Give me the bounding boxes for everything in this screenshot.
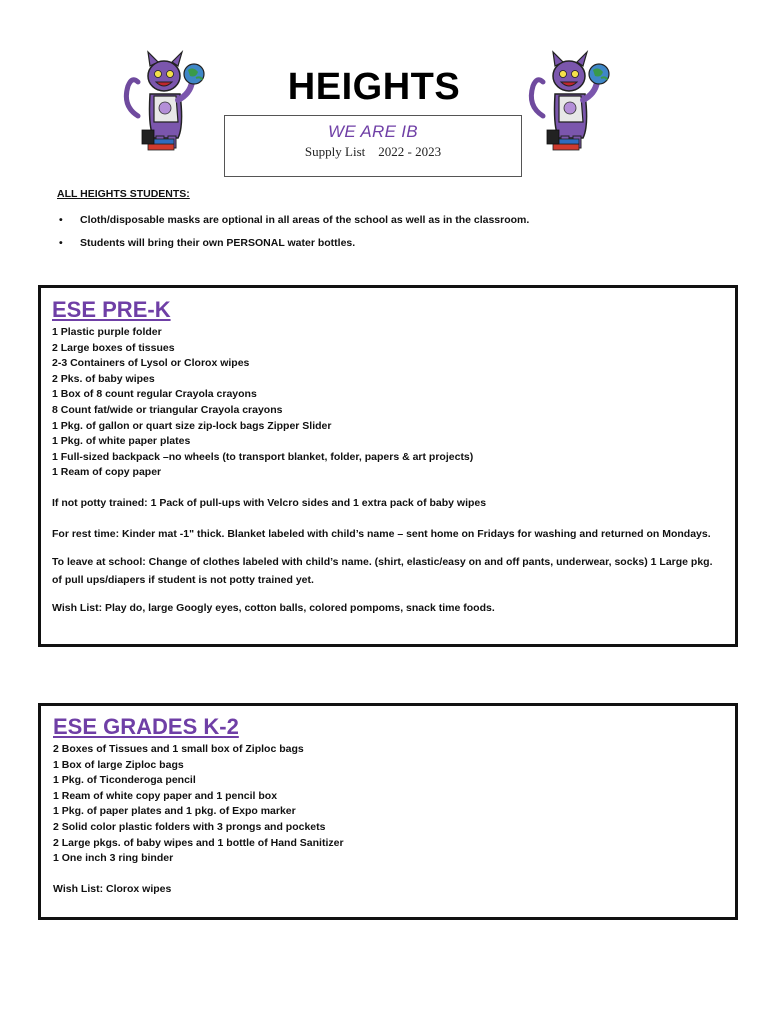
list-item: 1 Pkg. of gallon or quart size zip-lock bags Zipper Slider xyxy=(52,419,332,432)
section-ese-k2 xyxy=(38,703,738,920)
list-item: 2 Large pkgs. of baby wipes and 1 bottle of Hand Sanitizer xyxy=(53,836,344,849)
panther-mascot-left-image xyxy=(118,46,218,154)
general-bullet-list xyxy=(57,214,737,249)
list-item: 1 Box of large Ziploc bags xyxy=(53,758,184,771)
list-item xyxy=(57,237,737,249)
general-heading: ALL HEIGHTS STUDENTS: xyxy=(57,188,190,200)
prek-supply-list xyxy=(52,325,725,481)
bullet-icon: • xyxy=(59,214,63,226)
leave-at-school-note: To leave at school: Change of clothes labeled with child’s name. (shirt, elastic/easy on and off pants, underwear, socks) 1 Large pkg. of pull ups/diapers if student is not potty trained yet. xyxy=(52,555,713,586)
list-item: 1 Pkg. of white paper plates xyxy=(52,435,191,448)
bullet-text: Cloth/disposable masks are optional in all areas of the school as well as in the classroom. xyxy=(80,214,530,226)
list-item: 2 Boxes of Tissues and 1 small box of Ziploc bags xyxy=(53,743,304,755)
general-instructions xyxy=(57,188,737,260)
page-title: HEIGHTS xyxy=(287,66,461,108)
list-item: 1 Pkg. of Ticonderoga pencil xyxy=(53,774,196,787)
wish-list-k2: Wish List: Clorox wipes xyxy=(53,882,172,895)
list-item: 1 Full-sized backpack –no wheels (to transport blanket, folder, papers & art projects) xyxy=(52,450,474,463)
school-motto: WE ARE IB xyxy=(328,122,418,141)
section-ese-prek xyxy=(38,285,738,647)
list-item: 2-3 Containers of Lysol or Clorox wipes xyxy=(52,357,250,370)
list-item: 1 Ream of white copy paper and 1 pencil box xyxy=(53,789,278,802)
wish-list-prek: Wish List: Play do, large Googly eyes, cotton balls, colored pompoms, snack time foods. xyxy=(52,601,495,614)
list-item: 2 Large boxes of tissues xyxy=(52,341,175,354)
section-title-prek: ESE PRE-K xyxy=(52,297,171,322)
list-item xyxy=(57,214,737,226)
list-item: 1 Box of 8 count regular Crayola crayons xyxy=(52,388,257,401)
supply-list-year: Supply List 2022 - 2023 xyxy=(304,144,442,159)
list-item: 1 Pkg. of paper plates and 1 pkg. of Expo marker xyxy=(53,805,296,818)
list-item: 1 Plastic purple folder xyxy=(52,326,162,338)
list-item: 2 Solid color plastic folders with 3 prongs and pockets xyxy=(53,820,326,833)
list-item: 8 Count fat/wide or triangular Crayola crayons xyxy=(52,403,283,416)
potty-training-note: If not potty trained: 1 Pack of pull-ups with Velcro sides and 1 extra pack of baby wipes xyxy=(52,496,487,509)
bullet-icon: • xyxy=(59,237,63,249)
list-item: 1 One inch 3 ring binder xyxy=(53,852,174,865)
k2-supply-list xyxy=(53,742,725,867)
bullet-text: Students will bring their own PERSONAL water bottles. xyxy=(80,237,356,249)
list-item: 1 Ream of copy paper xyxy=(52,466,162,479)
panther-mascot-right-image xyxy=(523,46,623,154)
rest-time-note: For rest time: Kinder mat -1" thick. Blanket labeled with child’s name – sent home on Fridays for washing and returned on Mondays. xyxy=(52,527,711,540)
list-item: 2 Pks. of baby wipes xyxy=(52,372,155,385)
title-box xyxy=(224,115,522,177)
section-title-k2: ESE GRADES K-2 xyxy=(53,714,239,739)
